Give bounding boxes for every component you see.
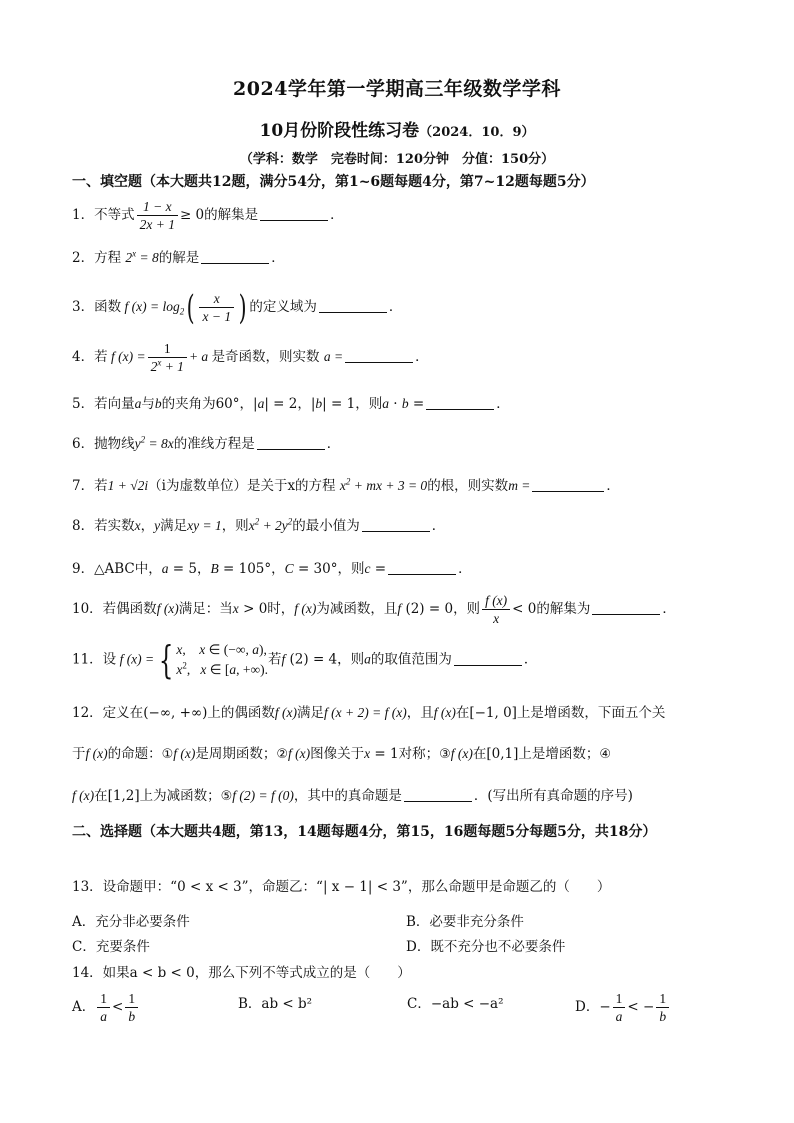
q8-suffix: 的最小值为	[292, 518, 360, 534]
exam-subtitle	[0, 116, 794, 141]
q1-prefix: 1．不等式	[72, 207, 135, 223]
q6-suffix: 的准线方程是	[173, 436, 255, 452]
section-1-heading: 一、填空题（本大题共12题，满分54分，第1~6题每题4分，第7~12题每题5分）	[72, 174, 595, 190]
q12-part-e: 上是增函数，下面五个关	[516, 705, 666, 721]
q3-suffix: 的定义域为	[249, 299, 317, 315]
q11-mid: 若	[267, 651, 282, 668]
q10-mid1: 满足：当	[178, 601, 233, 617]
q6-equation: $y^2 = 8x$	[134, 434, 174, 451]
q1-answer-blank[interactable]	[260, 206, 328, 221]
q4-plus-a: + a	[188, 349, 212, 364]
q10-mid3: 为减函数，且	[316, 601, 398, 617]
q10-answer-blank[interactable]	[592, 600, 660, 615]
q10-suffix: 的解集为	[536, 601, 591, 617]
q3-numerator: x	[199, 290, 234, 308]
section-2-heading: 二、选择题（本大题共4题，第13，14题每题4分，第15，16题每题5分每题5分，共18分）	[72, 824, 657, 840]
q8-mid: 满足	[160, 518, 188, 534]
q7-mid: （i为虚数单位）是关于x的方程	[148, 478, 336, 494]
q14-option-a[interactable]: A． $\frac{1}{a}$ < $\frac{1}{b}$	[72, 990, 140, 1025]
question-2: 2．方程 $2^x = 8$的解是 ．	[72, 248, 285, 266]
exam-title: 2024学年第一学期高三年级数学学科	[233, 78, 561, 100]
question-12-line-3: f (x)在[1,2]上为减函数；⑤f (2) = f (0)，其中的真命题是 ．(写出所有真命题的序号)	[72, 788, 633, 804]
q3-function: f $(x) = \log_2$	[121, 299, 185, 317]
q10-numerator: f (x)	[482, 592, 510, 610]
q5-prefix: 5．若向量	[72, 396, 135, 412]
q11-answer-blank[interactable]	[454, 651, 522, 666]
question-8: 8．若实数x，y满足xy = 1，则$x^2 + 2y^2$的最小值为 ．	[72, 516, 446, 534]
q7-suffix: 的根，则实数	[427, 478, 509, 494]
q1-fraction	[137, 198, 178, 233]
q2-equation: $2^x = 8$	[125, 248, 159, 265]
q5-answer-blank[interactable]	[426, 395, 494, 410]
q3-left-paren: (	[186, 287, 195, 328]
q14-d-label: D．	[575, 999, 600, 1015]
question-4: 4．若 f (x) = $\frac{1}{2^x + 1}$ + a 是奇函数，则实数 a = ．	[72, 341, 429, 374]
q13-option-b[interactable]: B．必要非充分条件	[406, 914, 524, 930]
question-3: 3．函数 f $(x) = \log_2$( $\frac{x}{x - 1}$ ) 的定义域为 ．	[72, 287, 403, 328]
q2-answer-blank[interactable]	[201, 249, 269, 264]
q4-denominator: $2^x + 1$	[150, 357, 184, 374]
q4-function: f (x) =	[107, 349, 146, 364]
exam-info: （学科：数学 完卷时间：120分钟 分值：150分）	[239, 152, 555, 167]
q12-part-b: 上的偶函数	[207, 705, 275, 721]
q9-prefix: 9．△ABC中，	[72, 561, 162, 577]
q11-suffix: 的取值范围为	[370, 651, 452, 668]
q10-denominator: x	[493, 611, 500, 626]
q4-fraction	[148, 340, 187, 375]
q7-answer-blank[interactable]	[532, 477, 604, 492]
q4-var: a =	[323, 349, 344, 364]
q2-suffix: 的解是	[158, 250, 200, 266]
q9-answer-blank[interactable]	[388, 560, 456, 575]
q14-option-c[interactable]: C．−ab < −a²	[407, 996, 504, 1012]
q10-mid4: ，则	[453, 601, 481, 617]
q13-option-a[interactable]: A．充分非必要条件	[72, 914, 190, 930]
q12-note: ．(写出所有真命题的序号)	[473, 788, 633, 804]
q12-part-a: 12．定义在	[72, 705, 144, 721]
q3-denominator: x − 1	[202, 309, 232, 324]
q14-option-d[interactable]: D．− $\frac{1}{a}$ < − $\frac{1}{b}$	[575, 990, 671, 1025]
q10-fraction	[482, 592, 510, 627]
q14-option-b[interactable]: B．ab < b²	[238, 996, 313, 1012]
q5-body: a	[134, 396, 142, 411]
question-14: 14．如果a < b < 0，那么下列不等式成立的是（ ）	[72, 965, 411, 981]
q7-equation: $x^2$ + mx + 3 = 0	[339, 476, 428, 493]
q1-denominator: 2x + 1	[139, 217, 175, 232]
q6-prefix: 6．抛物线	[72, 436, 135, 452]
question-12-line-1: 12．定义在(−∞, +∞)上的偶函数f (x)满足f (x + 2) = f (x)，且f (x)在[−1, 0]上是增函数，下面五个关	[72, 705, 666, 721]
q10-mid2: 时，	[267, 601, 295, 617]
q6-answer-blank[interactable]	[257, 435, 325, 450]
q4-answer-blank[interactable]	[345, 348, 413, 363]
q7-complex: 1 + √2i	[107, 478, 149, 493]
question-13: 13．设命题甲：“0 < x < 3”，命题乙：“| x − 1| < 3”，那么命题甲是命题乙的（ ）	[72, 879, 611, 895]
question-1: 1．不等式 $\frac{1 - x}{2x + 1}$ ≥ 0的解集是 ．	[72, 199, 344, 232]
q3-answer-blank[interactable]	[319, 298, 387, 313]
q1-suffix: ≥ 0的解集是	[179, 207, 259, 223]
q12-part-d: ，且	[406, 705, 434, 721]
q8-prefix: 8．若实数	[72, 518, 135, 534]
question-5: 5．若向量a与b的夹角为60°，|a| = 2，|b| = 1，则a · b = ．	[72, 396, 510, 412]
q4-suffix: 是奇函数，则实数	[211, 349, 320, 365]
question-11: 11．设 f (x) = { x, x ∈ (−∞, a), $x^2$, x ∈ [a, +∞). 若f (2) = 4，则a的取值范围为 ．	[72, 638, 538, 682]
q1-numerator: 1 − x	[137, 198, 178, 216]
question-10: 10．若偶函数f (x)满足：当x > 0时，f (x)为减函数，且f (2) = 0，则 $\frac{f (x)}{x}$ < 0的解集为 ．	[72, 593, 676, 626]
q3-fraction	[199, 290, 234, 325]
q11-brace: {	[158, 638, 174, 682]
q7-prefix: 7．若	[72, 478, 108, 494]
subtitle-text: 10月份阶段性练习卷	[259, 121, 420, 141]
exam-date: （2024．10．9）	[419, 125, 535, 140]
q11-prefix: 11．设	[72, 651, 117, 668]
q3-prefix: 3．函数	[72, 299, 122, 315]
q12-tail: ，其中的真命题是	[293, 788, 402, 804]
q12-part-c: 满足	[297, 705, 325, 721]
q13-option-c[interactable]: C．充要条件	[72, 939, 150, 955]
q14-a-label: A．	[72, 999, 96, 1015]
q12-answer-blank[interactable]	[404, 787, 472, 802]
question-9: 9．△ABC中，a = 5，B = 105°，C = 30°，则c = ．	[72, 561, 472, 577]
q4-prefix: 4．若	[72, 349, 108, 365]
question-7: 7．若1 + √2i（i为虚数单位）是关于x的方程 $x^2$ + mx + 3 = 0的根，则实数m = ．	[72, 476, 620, 494]
question-6: 6．抛物线$y^2 = 8x$的准线方程是 ．	[72, 434, 341, 452]
q8-answer-blank[interactable]	[362, 517, 430, 532]
q2-prefix: 2．方程	[72, 250, 122, 266]
q4-numerator: 1	[148, 340, 187, 358]
q3-right-paren: )	[238, 287, 247, 328]
q13-option-d[interactable]: D．既不充分也不必要条件	[406, 939, 566, 955]
q10-prefix: 10．若偶函数	[72, 601, 157, 617]
question-12-line-2: 于f (x)的命题：①f (x)是周期函数；②f (x)图像关于x = 1对称；③f (x)在[0,1]上是增函数；④	[72, 746, 612, 762]
q11-cases: x, x ∈ (−∞, a), $x^2$, x ∈ [a, +∞).	[176, 642, 268, 677]
